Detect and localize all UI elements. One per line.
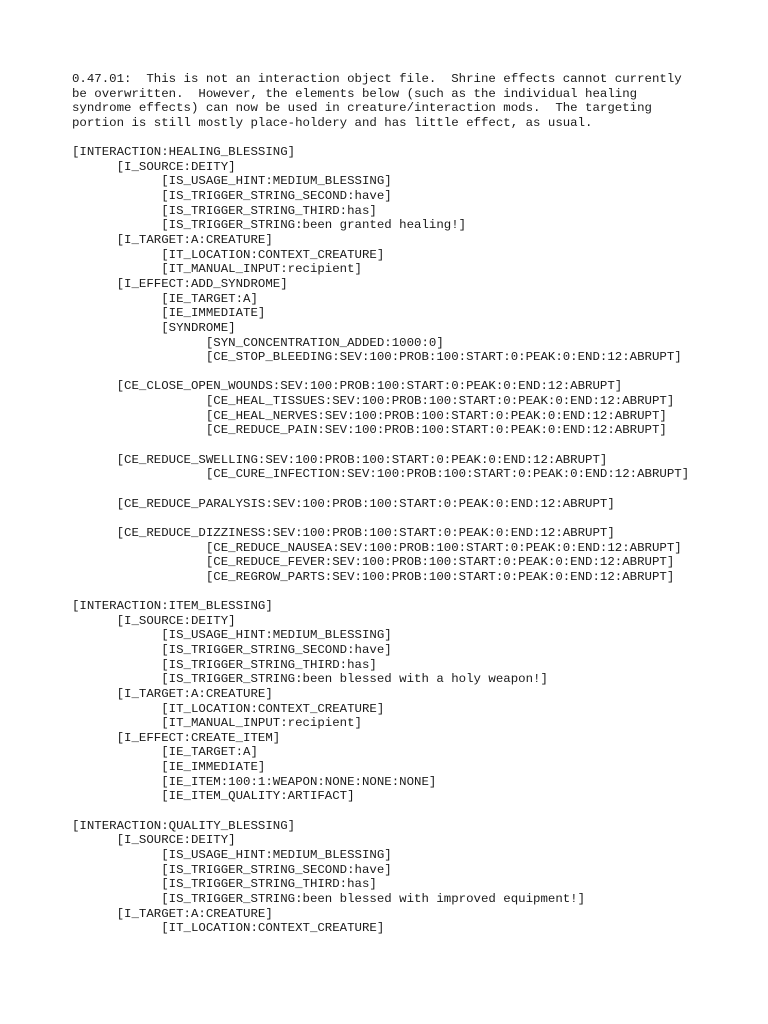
text-line: [IS_USAGE_HINT:MEDIUM_BLESSING]: [72, 628, 392, 643]
text-line: [IS_TRIGGER_STRING_SECOND:have]: [72, 189, 392, 204]
text-line: [IT_MANUAL_INPUT:recipient]: [72, 262, 362, 277]
text-line: [IS_TRIGGER_STRING_SECOND:have]: [72, 862, 392, 877]
text-line: [CE_REDUCE_FEVER:SEV:100:PROB:100:START:0:PEAK:0:END:12:ABRUPT]: [72, 555, 675, 570]
text-line: [CE_REDUCE_PAIN:SEV:100:PROB:100:START:0:PEAK:0:END:12:ABRUPT]: [72, 423, 667, 438]
text-line: [SYN_CONCENTRATION_ADDED:1000:0]: [72, 335, 444, 350]
text-line: [I_SOURCE:DEITY]: [72, 833, 236, 848]
text-line: [IT_LOCATION:CONTEXT_CREATURE]: [72, 921, 385, 936]
text-line: [I_SOURCE:DEITY]: [72, 613, 236, 628]
text-line: [I_TARGET:A:CREATURE]: [72, 686, 273, 701]
text-line: [IE_IMMEDIATE]: [72, 760, 266, 775]
text-line: [IT_LOCATION:CONTEXT_CREATURE]: [72, 701, 385, 716]
text-line: [CE_STOP_BLEEDING:SEV:100:PROB:100:START:0:PEAK:0:END:12:ABRUPT]: [72, 350, 682, 365]
document-page: [72, 72, 752, 936]
text-line: [IE_ITEM:100:1:WEAPON:NONE:NONE:NONE]: [72, 774, 437, 789]
text-line: [IE_ITEM_QUALITY:ARTIFACT]: [72, 789, 355, 804]
text-line: [IE_TARGET:A]: [72, 291, 258, 306]
text-line: [I_EFFECT:ADD_SYNDROME]: [72, 276, 288, 291]
blank-line: [72, 131, 752, 146]
text-line: [CE_REDUCE_PARALYSIS:SEV:100:PROB:100:START:0:PEAK:0:END:12:ABRUPT]: [72, 496, 615, 511]
text-line: 0.47.01: This is not an interaction object file. Shrine effects cannot currently: [72, 72, 682, 86]
blank-line: [72, 804, 752, 819]
text-line: [IT_MANUAL_INPUT:recipient]: [72, 716, 362, 731]
text-line: [INTERACTION:ITEM_BLESSING]: [72, 599, 273, 614]
text-line: [CE_HEAL_NERVES:SEV:100:PROB:100:START:0:PEAK:0:END:12:ABRUPT]: [72, 408, 667, 423]
text-line: [IS_TRIGGER_STRING_THIRD:has]: [72, 877, 377, 892]
text-line: [CE_REDUCE_SWELLING:SEV:100:PROB:100:START:0:PEAK:0:END:12:ABRUPT]: [72, 452, 608, 467]
text-line: [CE_REGROW_PARTS:SEV:100:PROB:100:START:0:PEAK:0:END:12:ABRUPT]: [72, 569, 675, 584]
text-line: [CE_REDUCE_DIZZINESS:SEV:100:PROB:100:START:0:PEAK:0:END:12:ABRUPT]: [72, 525, 615, 540]
text-line: [IS_USAGE_HINT:MEDIUM_BLESSING]: [72, 174, 392, 189]
text-line: [SYNDROME]: [72, 320, 236, 335]
text-line: [IS_TRIGGER_STRING:been granted healing!]: [72, 218, 467, 233]
text-line: syndrome effects) can now be used in creature/interaction mods. The targeting: [72, 101, 652, 116]
text-line: [CE_CLOSE_OPEN_WOUNDS:SEV:100:PROB:100:START:0:PEAK:0:END:12:ABRUPT]: [72, 379, 623, 394]
text-line: [CE_HEAL_TISSUES:SEV:100:PROB:100:START:0:PEAK:0:END:12:ABRUPT]: [72, 394, 675, 409]
text-line: [IE_IMMEDIATE]: [72, 306, 266, 321]
text-line: [IS_TRIGGER_STRING_THIRD:has]: [72, 203, 377, 218]
blank-line: [72, 482, 752, 497]
text-line: [IS_TRIGGER_STRING_THIRD:has]: [72, 657, 377, 672]
text-line: [INTERACTION:QUALITY_BLESSING]: [72, 818, 296, 833]
text-line: [INTERACTION:HEALING_BLESSING]: [72, 145, 296, 160]
blank-line: [72, 584, 752, 599]
text-line: [I_EFFECT:CREATE_ITEM]: [72, 730, 281, 745]
text-line: [I_SOURCE:DEITY]: [72, 159, 236, 174]
blank-line: [72, 438, 752, 453]
text-line: [I_TARGET:A:CREATURE]: [72, 906, 273, 921]
text-line: [IE_TARGET:A]: [72, 745, 258, 760]
text-line: [IT_LOCATION:CONTEXT_CREATURE]: [72, 247, 385, 262]
text-line: [IS_TRIGGER_STRING:been blessed with improved equipment!]: [72, 891, 586, 906]
text-line: [I_TARGET:A:CREATURE]: [72, 233, 273, 248]
blank-line: [72, 365, 752, 380]
text-line: [CE_CURE_INFECTION:SEV:100:PROB:100:START:0:PEAK:0:END:12:ABRUPT]: [72, 467, 690, 482]
text-line: [IS_TRIGGER_STRING:been blessed with a holy weapon!]: [72, 672, 548, 687]
document-text: [72, 72, 752, 936]
text-line: [CE_REDUCE_NAUSEA:SEV:100:PROB:100:START:0:PEAK:0:END:12:ABRUPT]: [72, 540, 682, 555]
text-line: portion is still mostly place-holdery and has little effect, as usual.: [72, 115, 593, 130]
text-line: [IS_USAGE_HINT:MEDIUM_BLESSING]: [72, 847, 392, 862]
text-line: [IS_TRIGGER_STRING_SECOND:have]: [72, 642, 392, 657]
blank-line: [72, 511, 752, 526]
text-line: be overwritten. However, the elements below (such as the individual healing: [72, 86, 638, 101]
